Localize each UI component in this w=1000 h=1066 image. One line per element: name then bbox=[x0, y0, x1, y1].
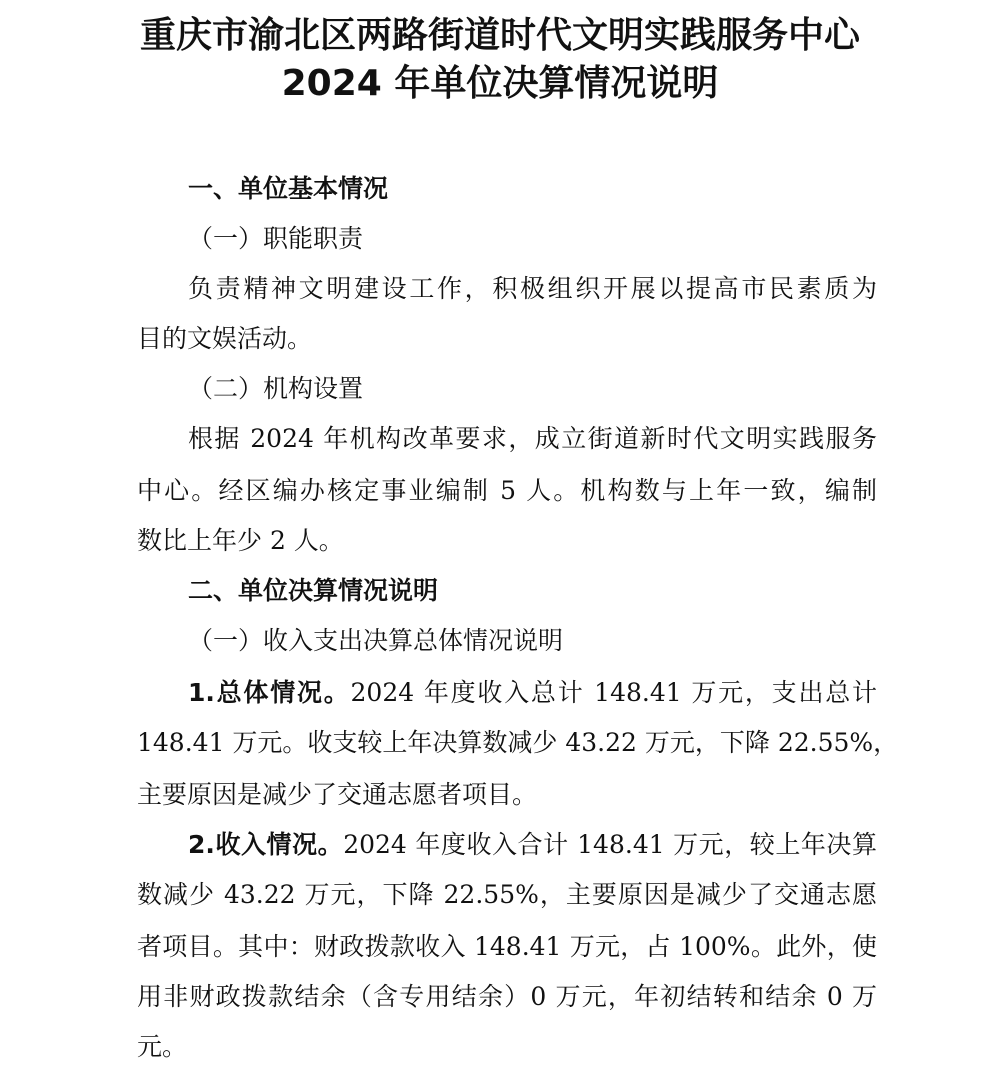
paragraph-lead: 1.总体情况。 bbox=[188, 678, 351, 707]
paragraph-line: 主要原因是减少了交通志愿者项目。 bbox=[137, 780, 538, 809]
paragraph-lead: 2.收入情况。 bbox=[188, 830, 344, 859]
section-1-sub-1-heading: （一）职能职责 bbox=[188, 224, 364, 253]
paragraph-line bbox=[188, 828, 877, 862]
section-1-heading: 一、单位基本情况 bbox=[188, 174, 389, 203]
paragraph-line: 用非财政拨款结余（含专用结余）0 万元，年初结转和结余 0 万 bbox=[137, 982, 877, 1011]
section-2-sub-1-heading: （一）收入支出决算总体情况说明 bbox=[188, 626, 564, 655]
paragraph-line: 数减少 43.22 万元，下降 22.55%，主要原因是减少了交通志愿 bbox=[137, 880, 877, 909]
paragraph-line: 目的文娱活动。 bbox=[137, 324, 313, 353]
paragraph-line: 数比上年少 2 人。 bbox=[137, 526, 344, 555]
section-1-sub-2-heading: （二）机构设置 bbox=[188, 374, 364, 403]
document-title-line-2: 2024 年单位决算情况说明 bbox=[281, 63, 719, 104]
paragraph-text: 2024 年度收入合计 148.41 万元，较上年决算 bbox=[343, 830, 877, 859]
paragraph-line bbox=[188, 676, 877, 710]
section-2-heading: 二、单位决算情况说明 bbox=[188, 576, 439, 605]
paragraph-line: 负责精神文明建设工作，积极组织开展以提高市民素质为 bbox=[188, 274, 877, 303]
paragraph-line: 根据 2024 年机构改革要求，成立街道新时代文明实践服务 bbox=[188, 424, 877, 453]
paragraph-line: 元。 bbox=[137, 1032, 188, 1061]
document-title-line-1: 重庆市渝北区两路街道时代文明实践服务中心 bbox=[139, 15, 860, 56]
paragraph-line: 者项目。其中：财政拨款收入 148.41 万元，占 100%。此外，使 bbox=[137, 932, 877, 961]
paragraph-line: 148.41 万元。收支较上年决算数减少 43.22 万元，下降 22.55%， bbox=[137, 728, 899, 757]
paragraph-text: 2024 年度收入总计 148.41 万元，支出总计 bbox=[350, 678, 877, 707]
paragraph-line: 中心。经区编办核定事业编制 5 人。机构数与上年一致，编制 bbox=[137, 476, 877, 505]
